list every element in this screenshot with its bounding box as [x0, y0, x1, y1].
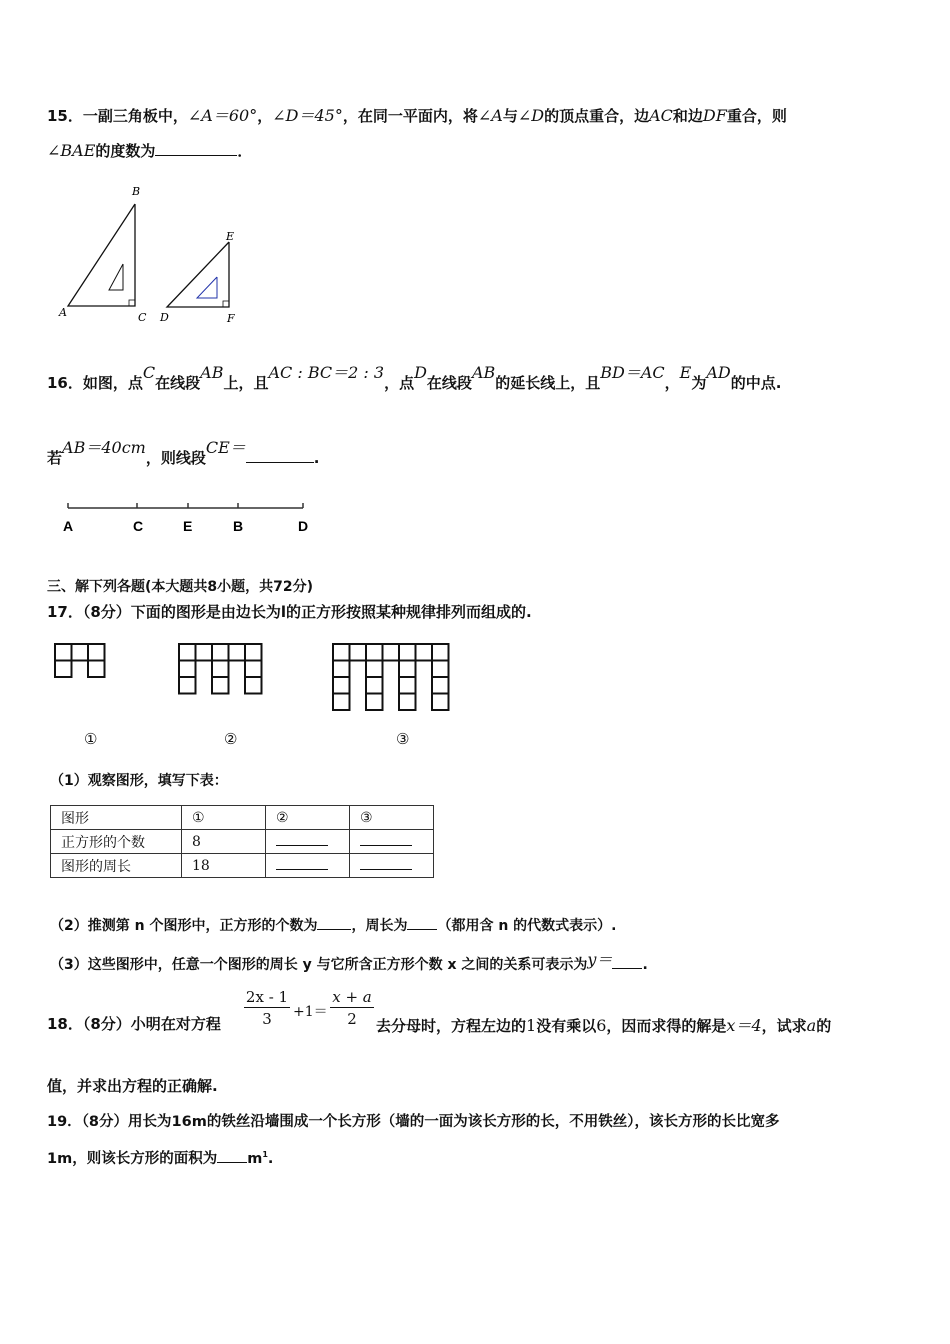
unit-square	[179, 677, 196, 694]
unit-square	[179, 644, 196, 661]
figure-label-1: ①	[84, 730, 98, 748]
answer-table	[50, 805, 434, 878]
unit-square	[432, 694, 449, 711]
unit-square	[366, 677, 383, 694]
answer-blank[interactable]	[317, 915, 351, 930]
fraction-2: x + a 2	[330, 988, 374, 1028]
triangle-abc-inner	[109, 264, 123, 290]
unit-square	[333, 694, 350, 711]
label-a: A	[59, 306, 67, 319]
unit-square	[366, 644, 383, 661]
point-e: E	[183, 518, 193, 534]
unit-square	[212, 661, 229, 678]
unit-square	[55, 644, 72, 661]
unit-square	[432, 677, 449, 694]
q18-stem-cont: 去分母时，方程左边的1没有乘以6，因而求得的解是x＝4，试求a的	[376, 1016, 832, 1035]
q15-angle-d: ∠D＝45°	[272, 106, 343, 125]
q16-line1: 16．如图，点C在线段AB上，且AC : BC＝2 : 3，点D在线段AB的延长线上，且BD＝AC，E为AD的中点.	[47, 363, 782, 392]
q17-part1: （1）观察图形，填写下表：	[50, 773, 228, 789]
unit-square	[366, 694, 383, 711]
q16-ratio: AC : BC＝2 : 3	[268, 363, 385, 382]
unit-square	[333, 644, 350, 661]
answer-blank[interactable]	[407, 915, 437, 930]
unit-square	[416, 644, 433, 661]
unit-square	[245, 677, 262, 694]
answer-blank[interactable]	[217, 1148, 247, 1163]
pattern-figure-1	[55, 644, 105, 677]
q19-stem: 19．（8分）用长为16m的铁丝沿墙围成一个长方形（墙的一面为该长方形的长，不用铁丝），该长方形的长比宽多	[47, 1114, 780, 1130]
unit-square	[399, 661, 416, 678]
figure-label-2: ②	[224, 730, 238, 748]
unit-square	[179, 661, 196, 678]
point-b: B	[233, 518, 244, 534]
unit-square	[399, 677, 416, 694]
answer-blank[interactable]	[155, 141, 237, 156]
q15-angle-a: ∠A＝60°	[187, 106, 258, 125]
q17-part2: （2）推测第 n 个图形中，正方形的个数为 ，周长为 （都用含 n 的代数式表示）.	[50, 915, 617, 935]
unit-square	[399, 644, 416, 661]
unit-square	[245, 661, 262, 678]
q19-line2: 1m，则该长方形的面积为 $m^1$.	[47, 1147, 273, 1168]
table-blank[interactable]	[360, 857, 412, 870]
unit-square	[399, 694, 416, 711]
unit-square	[55, 661, 72, 678]
pattern-figure-2	[179, 644, 262, 694]
table-blank[interactable]	[276, 833, 328, 846]
unit-square	[333, 661, 350, 678]
unit-square	[432, 644, 449, 661]
unit-square	[366, 661, 383, 678]
label-b: B	[132, 185, 141, 198]
figure-label-3: ③	[396, 730, 410, 748]
table-blank[interactable]	[360, 833, 412, 846]
unit-square	[229, 644, 246, 661]
point-a: A	[63, 518, 74, 534]
unit-square	[383, 644, 400, 661]
fraction-1: 2x - 1 3	[245, 988, 289, 1028]
triangle-def-inner	[197, 277, 217, 298]
q16-line2: 若AB＝40cm，则线段CE＝.	[47, 438, 320, 467]
unit-square	[88, 661, 105, 678]
section-heading: 三、解下列各题(本大题共8小题，共72分)	[47, 579, 314, 595]
unit-square	[88, 644, 105, 661]
label-c: C	[138, 311, 147, 324]
q15-line1: 15．一副三角板中，∠A＝60°，∠D＝45°，在同一平面内，将∠A与∠D的顶点重合，边AC和边DF重合，则	[47, 106, 787, 125]
answer-blank[interactable]	[612, 954, 642, 969]
q15-line2: ∠BAE的度数为 ．	[47, 141, 253, 160]
unit-square	[333, 677, 350, 694]
unit-square	[212, 644, 229, 661]
unit-square	[212, 677, 229, 694]
pattern-figures	[50, 640, 500, 720]
unit-square	[432, 661, 449, 678]
triangle-abc	[68, 204, 135, 306]
q17-stem: 17．（8分）下面的图形是由边长为l的正方形按照某种规律排列而组成的.	[47, 603, 532, 621]
answer-blank[interactable]	[246, 448, 314, 463]
label-d: D	[160, 311, 169, 324]
unit-square	[196, 644, 213, 661]
segment-figure	[55, 500, 335, 540]
table-row: 图形 ① ② ③	[51, 806, 434, 830]
unit-square	[350, 644, 367, 661]
table-blank[interactable]	[276, 857, 328, 870]
triangle-figure	[55, 180, 255, 330]
q17-part3: （3）这些图形中，任意一个图形的周长 y 与它所含正方形个数 x 之间的关系可表示为y＝ .	[50, 950, 648, 973]
label-f: F	[227, 312, 235, 325]
table-row: 图形的周长 18	[51, 854, 434, 878]
point-c: C	[133, 518, 144, 534]
unit-square	[245, 644, 262, 661]
pattern-figure-3	[333, 644, 449, 710]
label-e: E	[226, 230, 235, 243]
point-d: D	[298, 518, 309, 534]
q18-stem: 18．（8分）小明在对方程	[47, 1015, 221, 1033]
q18-line2: 值，并求出方程的正确解.	[47, 1077, 218, 1095]
table-row: 正方形的个数 8	[51, 830, 434, 854]
unit-square	[72, 644, 89, 661]
